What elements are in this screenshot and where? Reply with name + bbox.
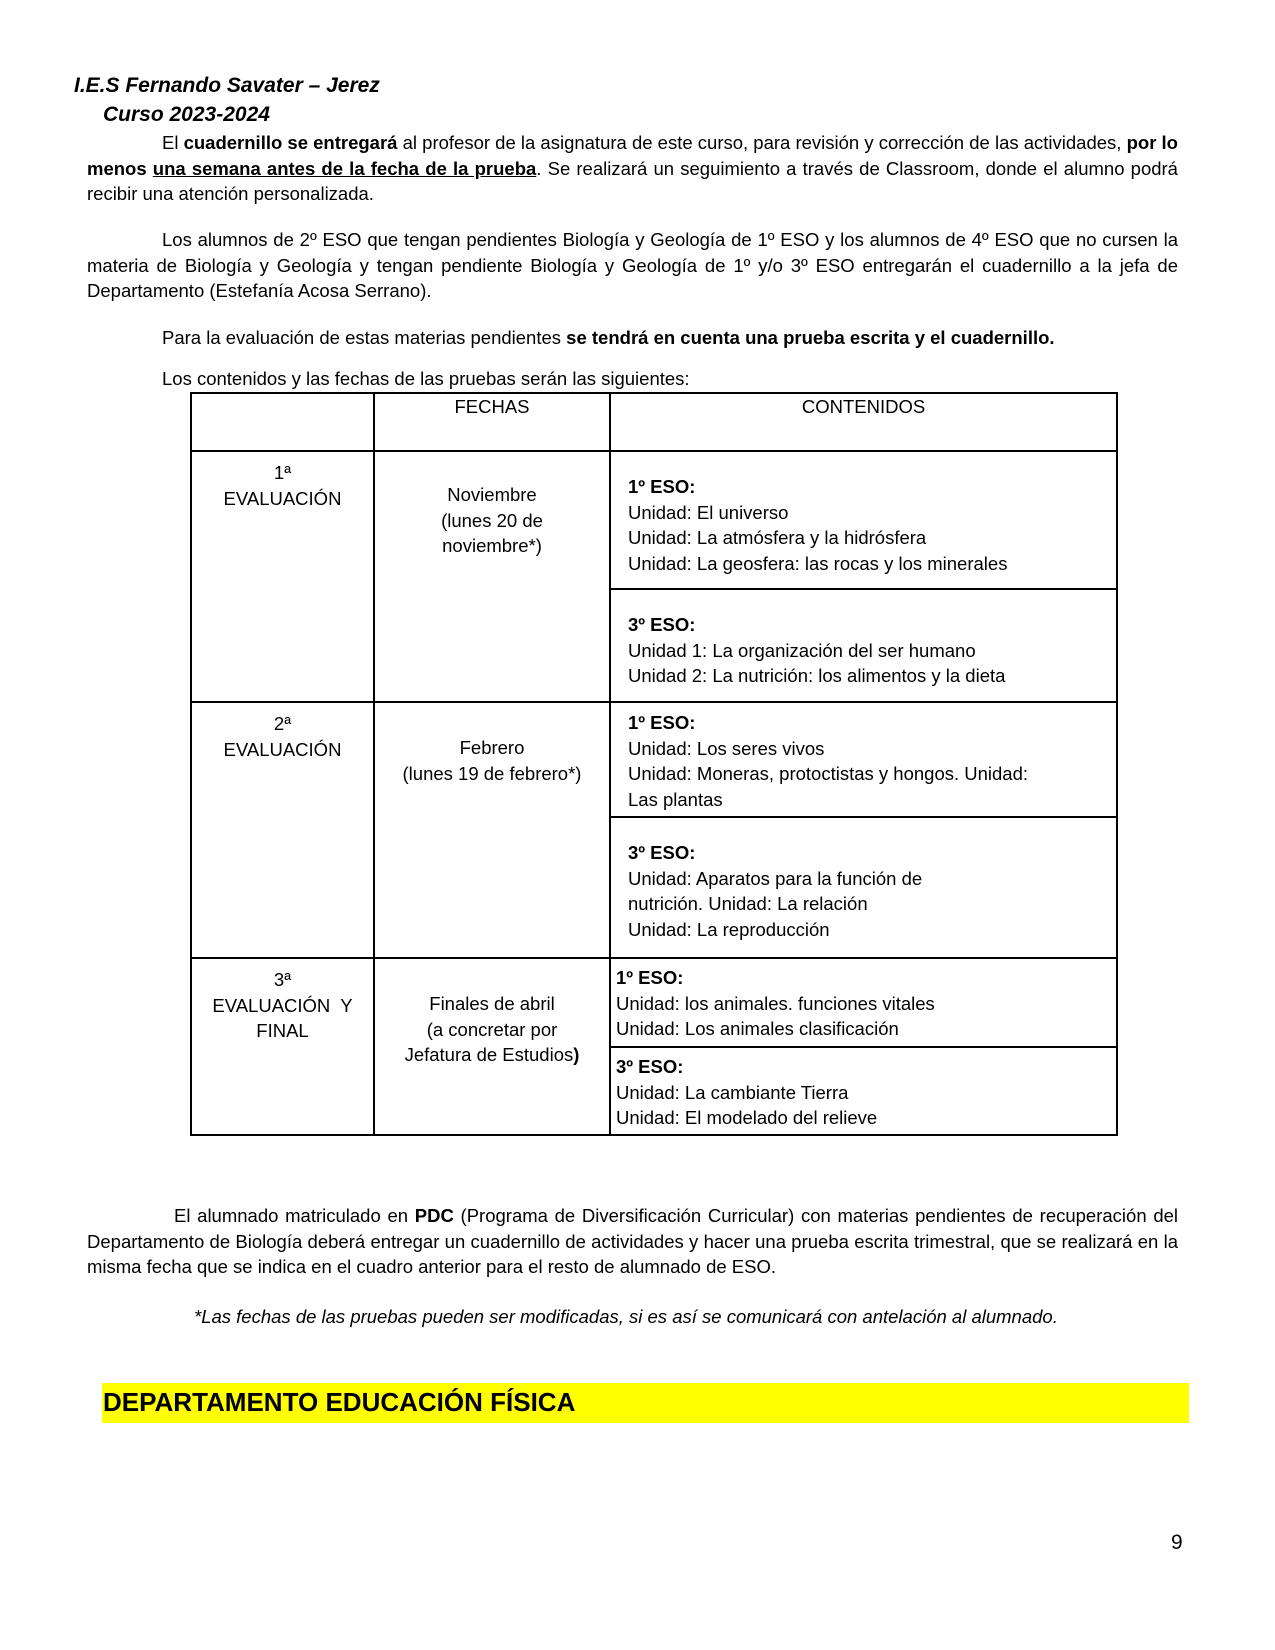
content-line: Unidad: El modelado del relieve [616, 1107, 878, 1128]
content-line: Unidad 1: La organización del ser humano [628, 639, 976, 661]
content-line: Unidad: La cambiante Tierra [616, 1081, 849, 1103]
eval-cell [191, 451, 374, 702]
date-line: Noviembre [447, 484, 537, 505]
date-cell [374, 958, 610, 1135]
paragraph-evaluation [87, 325, 1178, 351]
content-cell [610, 817, 1117, 958]
date-cell [374, 702, 610, 958]
paragraph-delivery [87, 130, 1178, 207]
content-title: 1º ESO: [628, 712, 696, 733]
header-empty [191, 393, 374, 451]
eval-label: FINAL [256, 1020, 309, 1041]
content-cell [610, 1047, 1117, 1135]
text: Los alumnos de 2º ESO que tengan pendientes Biología y Geología de 1º ESO y los alumnos de 4º ESO que no cursen la materia de Biología y Geología y tengan pendiente Biología y Geología de 1º y/o 3º ESO entregarán el cuadernillo a la jefa de Departamento (Estefanía Acosa Serrano). [87, 229, 1178, 301]
date-line: noviembre*) [442, 535, 542, 556]
content-line: Unidad: La geosfera: las rocas y los minerales [628, 552, 1008, 574]
date-line: (lunes 20 de [441, 509, 543, 531]
text: Para la evaluación de estas materias pendientes [162, 327, 567, 348]
eval-number: 3ª [273, 969, 292, 990]
content-title: 3º ESO: [628, 614, 696, 635]
paragraph-pending-students [87, 227, 1178, 304]
date-line: Finales de abril [429, 993, 555, 1014]
text: (Programa de Diversificación Curricular) con materias pendientes de recuperación del Departamento de Biología deberá entregar un cuadernillo de actividades y hacer una prueba escrita trimestral, que se realizará en la misma fecha que se indica en el cuadro anterior para el resto de alumnado de ESO. [87, 1205, 1179, 1277]
content-cell [610, 958, 1117, 1047]
content-title: 1º ESO: [616, 967, 684, 988]
content-line: Unidad: La reproducción [628, 918, 830, 940]
eval-label: EVALUACIÓN [223, 738, 342, 760]
paragraph-pdc [87, 1203, 1178, 1280]
eval-label: EVALUACIÓN [223, 487, 342, 509]
content-line: Las plantas [628, 788, 723, 810]
content-line: Unidad: Los seres vivos [628, 737, 825, 759]
table-row [191, 958, 1117, 1047]
table-header-row [191, 393, 1117, 451]
section-title: DEPARTAMENTO EDUCACIÓN FÍSICA [103, 1387, 576, 1417]
content-title: 3º ESO: [616, 1056, 684, 1077]
table-row [191, 451, 1117, 589]
text: El alumnado matriculado en [174, 1205, 415, 1226]
bold-paren: ) [573, 1044, 580, 1065]
bold-text: se tendrá en cuenta una prueba escrita y el cuadernillo. [566, 327, 1055, 348]
date-cell [374, 451, 610, 702]
bold-text: cuadernillo se entregará [183, 132, 398, 153]
eval-cell [191, 958, 374, 1135]
header-contenidos: CONTENIDOS [610, 393, 1117, 451]
school-name: I.E.S Fernando Savater – Jerez [74, 74, 380, 97]
content-line: Unidad: Aparatos para la función de [628, 867, 923, 889]
content-cell [610, 702, 1117, 817]
underlined-bold-text: una semana antes de la fecha de la prueba [152, 157, 537, 179]
content-title: 3º ESO: [628, 842, 696, 863]
date-line: Febrero [459, 737, 525, 758]
paragraph-table-intro [87, 366, 1178, 392]
content-line: Unidad: La atmósfera y la hidrósfera [628, 527, 927, 548]
content-line: Unidad: El universo [628, 501, 789, 523]
eval-number: 2ª [273, 713, 292, 734]
header-fechas: FECHAS [374, 393, 610, 451]
text: al profesor de la asignatura de este curso, para revisión y corrección de las actividades, [397, 132, 1127, 153]
date-line: (a concretar por [426, 1018, 558, 1040]
eval-cell [191, 702, 374, 958]
bold-text: por lo menos [87, 132, 1178, 179]
text: . Se realizará un seguimiento a través de Classroom, donde el alumno podrá recibir una atención personalizada. [87, 157, 1178, 204]
content-line: Unidad 2: La nutrición: los alimentos y la dieta [628, 665, 1006, 686]
content-line: Unidad: Moneras, protoctistas y hongos. Unidad: [628, 763, 1029, 784]
eval-label: EVALUACIÓN Y [212, 994, 353, 1016]
content-line: nutrición. Unidad: La relación [628, 893, 868, 914]
content-cell [610, 451, 1117, 589]
date-line: Jefatura de Estudios [404, 1044, 574, 1065]
date-line: (lunes 19 de febrero*) [402, 762, 582, 784]
table-row [191, 702, 1117, 817]
section-banner [102, 1383, 1189, 1423]
content-title: 1º ESO: [628, 476, 696, 497]
page-number: 9 [1171, 1531, 1183, 1554]
bold-text: PDC [414, 1205, 454, 1226]
content-line: Unidad: Los animales clasificación [616, 1018, 899, 1039]
dates-note: *Las fechas de las pruebas pueden ser modificadas, si es así se comunicará con antelación al alumnado. [194, 1306, 1058, 1327]
course-year: Curso 2023-2024 [103, 103, 270, 126]
content-cell [610, 589, 1117, 702]
content-line: Unidad: los animales. funciones vitales [616, 992, 935, 1014]
schedule-table [190, 392, 1118, 1136]
text: Los contenidos y las fechas de las pruebas serán las siguientes: [162, 368, 690, 389]
text: El [162, 132, 184, 153]
eval-number: 1ª [273, 462, 292, 483]
